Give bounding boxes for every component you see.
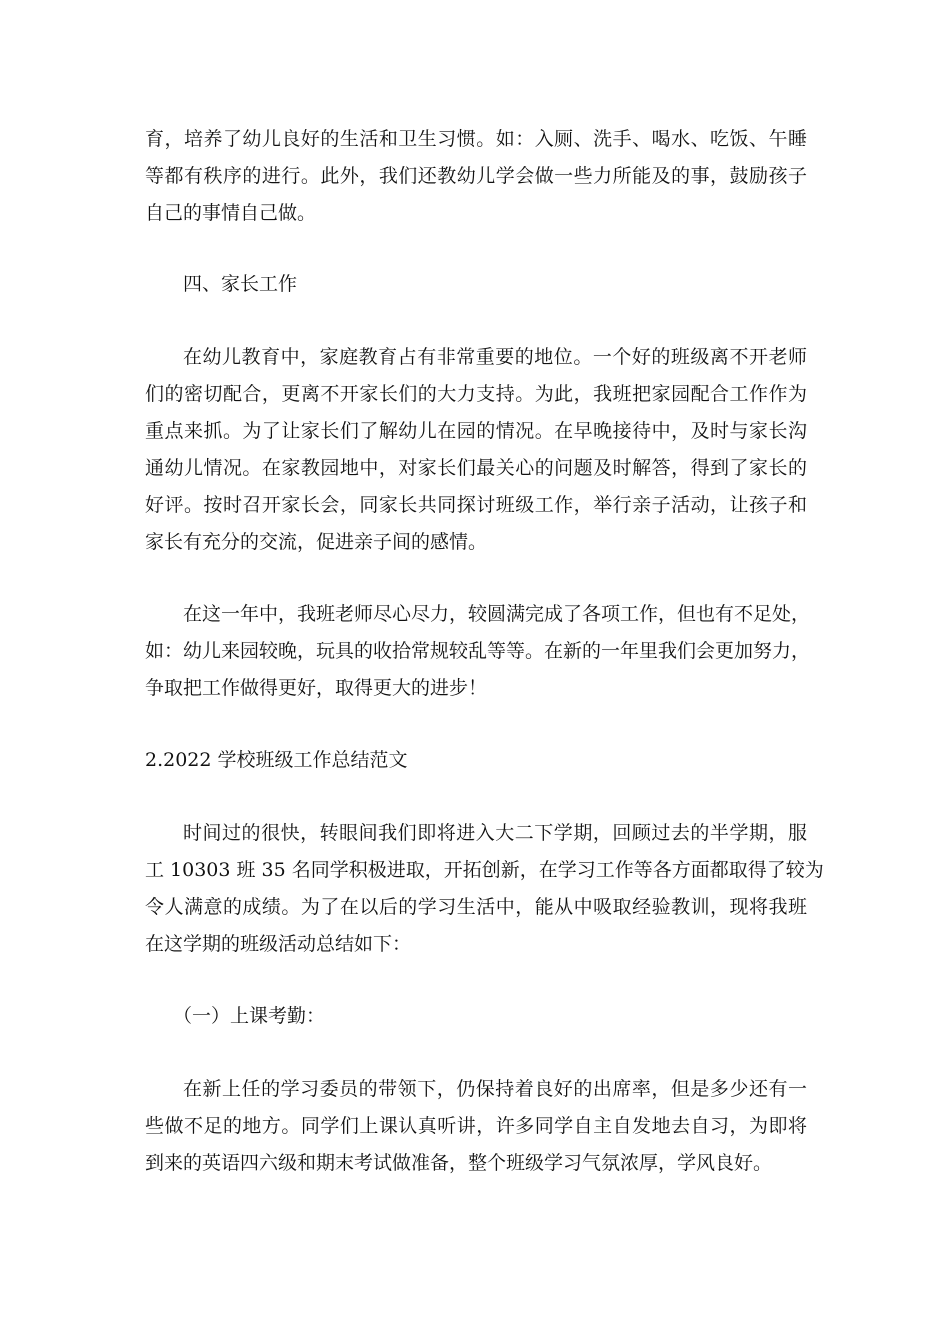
- heading-text: （一）上课考勤：: [173, 1005, 326, 1027]
- text-line: 通幼儿情况。在家教园地中，对家长们最关心的问题及时解答，得到了家长的: [145, 457, 807, 479]
- text-line: 到来的英语四六级和期末考试做准备，整个班级学习气氛浓厚，学风良好。: [145, 1152, 773, 1174]
- text-line: 育，培养了幼儿良好的生活和卫生习惯。如：入厕、洗手、喝水、吃饭、午睡: [145, 128, 807, 150]
- text-line: 在新上任的学习委员的带领下，仍保持着良好的出席率，但是多少还有一: [183, 1078, 807, 1100]
- subsection-heading-attendance: [145, 998, 807, 1035]
- text-line: 时间过的很快，转眼间我们即将进入大二下学期，回顾过去的半学期，服: [183, 822, 807, 844]
- text-line: 工 10303 班 35 名同学积极进取，开拓创新，在学习工作等各方面都取得了较为: [145, 859, 824, 881]
- paragraph-semester-review: [145, 815, 824, 963]
- text-line: 如：幼儿来园较晚，玩具的收拾常规较乱等等。在新的一年里我们会更加努力，: [145, 640, 811, 662]
- paragraph-family-education: [145, 339, 807, 561]
- section-heading-parent-work: [145, 266, 807, 303]
- text-line: 在幼儿教育中，家庭教育占有非常重要的地位。一个好的班级离不开老师: [183, 346, 807, 368]
- article-title: [145, 742, 807, 779]
- text-line: 些做不足的地方。同学们上课认真听讲，许多同学自主自发地去自习，为即将: [145, 1115, 807, 1137]
- text-line: 家长有充分的交流，促进亲子间的感情。: [145, 531, 488, 553]
- paragraph-year-summary: [145, 596, 811, 707]
- paragraph-hygiene-habits: [145, 121, 807, 232]
- text-line: 争取把工作做得更好，取得更大的进步！: [145, 677, 488, 699]
- text-line: 们的密切配合，更离不开家长们的大力支持。为此，我班把家园配合工作作为: [145, 383, 807, 405]
- text-line: 令人满意的成绩。为了在以后的学习生活中，能从中吸取经验教训，现将我班: [145, 896, 807, 918]
- text-line: 在这一年中，我班老师尽心尽力，较圆满完成了各项工作，但也有不足处，: [183, 603, 811, 625]
- text-line: 好评。按时召开家长会，同家长共同探讨班级工作，举行亲子活动，让孩子和: [145, 494, 807, 516]
- text-line: 重点来抓。为了让家长们了解幼儿在园的情况。在早晚接待中，及时与家长沟: [145, 420, 807, 442]
- paragraph-attendance: [145, 1071, 807, 1182]
- text-line: 等都有秩序的进行。此外，我们还教幼儿学会做一些力所能及的事，鼓励孩子: [145, 165, 807, 187]
- text-line: 自己的事情自己做。: [145, 202, 317, 224]
- text-line: 在这学期的班级活动总结如下：: [145, 933, 412, 955]
- heading-text: 四、家长工作: [183, 273, 298, 295]
- heading-text: 2.2022 学校班级工作总结范文: [145, 749, 408, 771]
